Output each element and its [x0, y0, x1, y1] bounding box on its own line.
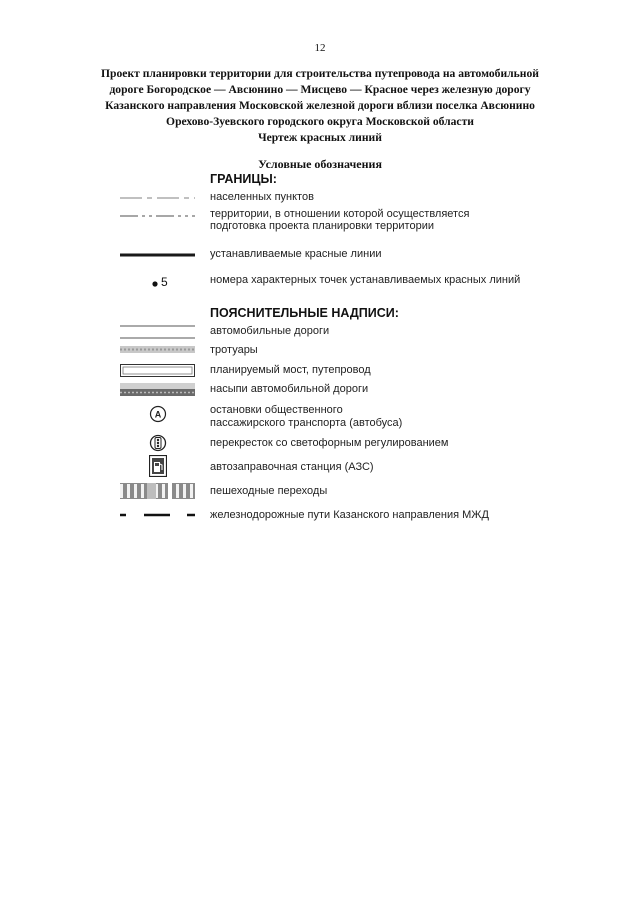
bus-stop-icon	[149, 405, 167, 423]
embankment-icon	[120, 383, 195, 396]
gas-station-icon	[149, 455, 167, 477]
point-number-label: 5	[161, 275, 168, 289]
legend-item-text: перекресток со светофорным регулированием	[210, 437, 449, 449]
legend-item-text: номера характерных точек устанавливаемых красных линий	[210, 274, 521, 286]
railway-dashed-icon	[120, 512, 195, 518]
legend-item-text: населенных пунктов	[210, 191, 314, 203]
legend-item-text: пешеходные переходы	[210, 485, 328, 497]
title-line: дороге Богородское — Авсюнино — Мисцево — Красное через железную дорогу	[109, 83, 531, 96]
legend-item-text: насыпи автомобильной дороги	[210, 383, 369, 395]
thick-line-icon	[120, 252, 195, 258]
traffic-light-icon	[149, 434, 167, 452]
legend-item-text: тротуары	[210, 344, 258, 356]
dashed-line-icon	[120, 195, 195, 201]
notes-heading: ПОЯСНИТЕЛЬНЫЕ НАДПИСИ:	[210, 306, 399, 320]
legend-item-text: остановки общественного	[210, 404, 343, 416]
title-line: Орехово-Зуевского городского округа Московской области	[166, 115, 474, 128]
legend-item-text: автомобильные дороги	[210, 325, 330, 337]
legend-item-text: пассажирского транспорта (автобуса)	[210, 417, 403, 429]
bridge-icon	[120, 364, 195, 377]
bus-stop-glyph: A	[154, 409, 162, 420]
road-lines-icon	[120, 325, 195, 339]
title-line: Проект планировки территории для строительства путепровода на автомобильной	[101, 67, 539, 80]
legend-item-text: автозаправочная станция (АЗС)	[210, 461, 374, 473]
legend-item-text: устанавливаемые красные линии	[210, 248, 382, 260]
legend-item-text: территории, в отношении которой осуществляется	[210, 208, 470, 220]
title-line: Казанского направления Московской железной дороги вблизи поселка Авсюнино	[105, 99, 535, 112]
sidewalk-hatch-icon	[120, 346, 195, 353]
point-marker-icon	[152, 281, 158, 287]
title-line: Чертеж красных линий	[258, 131, 382, 144]
document-title	[70, 66, 570, 146]
legend-item-text: планируемый мост, путепровод	[210, 364, 371, 376]
legend-item-text: железнодорожные пути Казанского направления МЖД	[210, 509, 489, 521]
page-number: 12	[314, 42, 326, 54]
boundaries-heading: ГРАНИЦЫ:	[210, 172, 277, 186]
legend-title: Условные обозначения	[258, 157, 382, 171]
dash-dot-line-icon	[120, 213, 195, 219]
crosswalk-icon	[120, 483, 195, 499]
legend-item-text: подготовка проекта планировки территории	[210, 220, 434, 232]
